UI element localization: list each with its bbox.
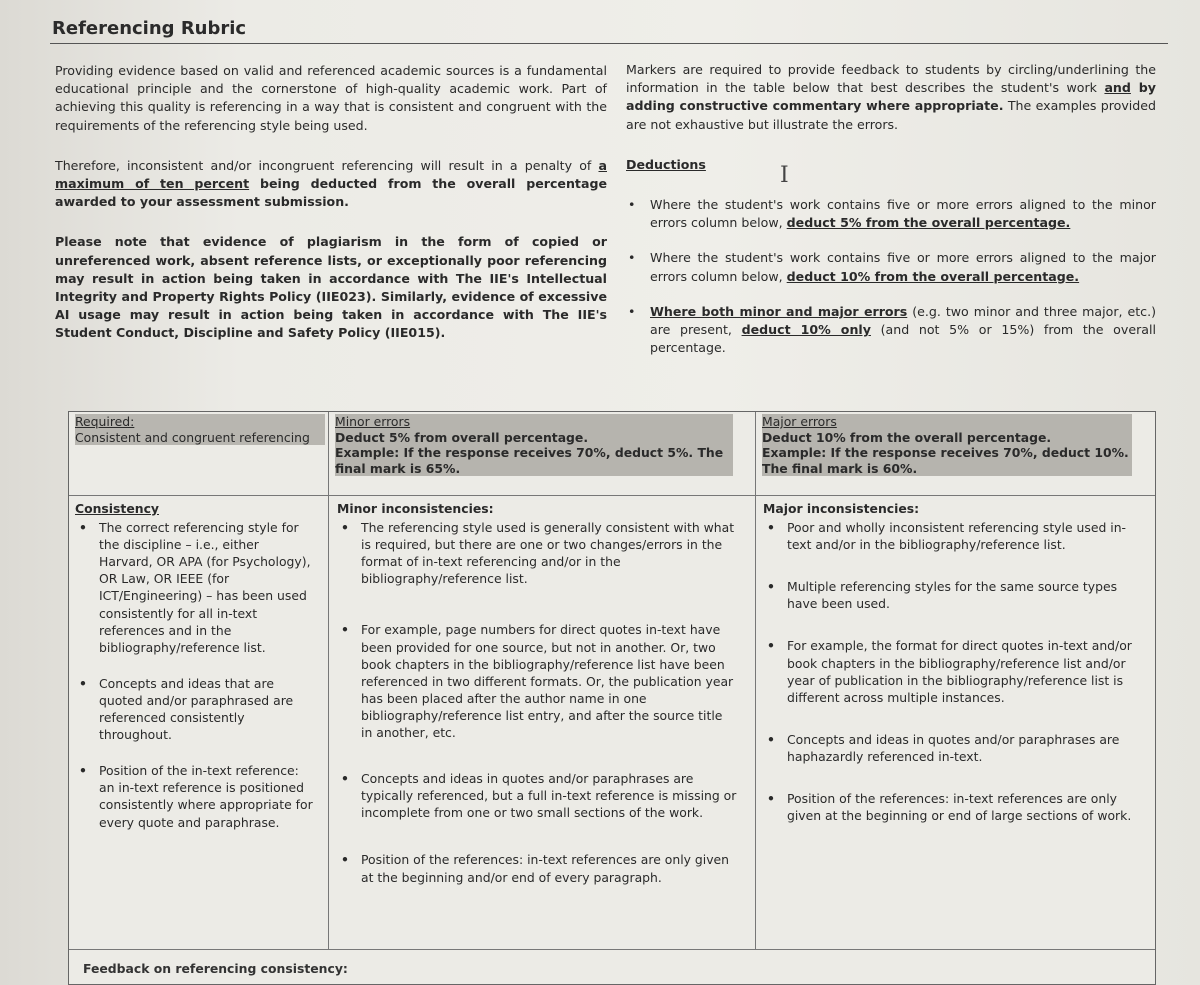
list-item: • For example, page numbers for direct quotes in-text have been provided for one source, but not in another. Or, two book chapters in the bibliography/reference list have been referenced in two different formats. Or, the publication year has been placed after the author name in one bibliography/reference list entry, and after the source title in another, etc. — [337, 621, 737, 741]
required-cell — [75, 500, 315, 850]
list-item: • Poor and wholly inconsistent referencing style used in-text and/or in the bibliography/reference list. — [763, 519, 1145, 553]
minor-list — [337, 519, 737, 886]
deductions-list — [626, 196, 1156, 357]
list-item: • The correct referencing style for the discipline – i.e., either Harvard, OR APA (for Psychology), OR Law, OR IEEE (for ICT/Engineering) – has been used consistently for all in-text references and in the bibliography/reference list. — [75, 519, 315, 656]
deduction-item — [626, 249, 1156, 285]
feedback-label: Feedback on referencing consistency: — [83, 961, 348, 976]
deductions-heading: Deductions — [626, 156, 706, 172]
markers-and: and — [1104, 80, 1131, 96]
minor-header-deduction: Deduct 5% from overall percentage. — [335, 429, 589, 445]
intro-paragraph-2 — [55, 157, 607, 212]
intro-paragraph-1: Providing evidence based on valid and referenced academic sources is a fundamental educational principle and the cornerstone of high-quality academic work. Part of achieving this quality is referencing in a way that is consistent and congruent with the requirements of the referencing style being used. — [55, 63, 607, 133]
column-divider — [328, 412, 329, 950]
deduction-text: Where the student's work contains five or more errors aligned to the minor errors column below, — [650, 197, 1156, 231]
major-header-title: Major errors — [762, 414, 837, 429]
deduction-item — [626, 303, 1156, 358]
major-list — [763, 519, 1145, 824]
list-item: • Position of the in-text reference: an in-text reference is positioned consistently where appropriate for every quote and paraphrase. — [75, 762, 315, 830]
deduction-amount: deduct 10% only — [741, 322, 871, 338]
list-item: • Concepts and ideas in quotes and/or paraphrases are haphazardly referenced in-text. — [763, 731, 1145, 765]
list-item: • Concepts and ideas in quotes and/or paraphrases are typically referenced, but a full in-text reference is missing or incomplete from one or two small sections of the work. — [337, 770, 737, 821]
list-item: • For example, the format for direct quotes in-text and/or book chapters in the bibliography/reference list and/or year of publication in the bibliography/reference list is different across multiple instances. — [763, 637, 1145, 705]
page-title: Referencing Rubric — [52, 18, 247, 39]
list-item: • Position of the references: in-text references are only given at the beginning or end of large sections of work. — [763, 790, 1145, 824]
major-cell-heading: Major inconsistencies: — [763, 501, 920, 516]
intro-column — [55, 62, 607, 365]
header-divider — [69, 495, 1155, 496]
required-cell-heading: Consistency — [75, 501, 159, 516]
plagiarism-notice: Please note that evidence of plagiarism in the form of copied or unreferenced work, absent reference lists, or exceptionally poor referencing may result in action being taken in accordance with The IIE's Intellectual Integrity and Property Rights Policy (IIE023). Similarly, evidence of excessive AI usage may result in action being taken in accordance with The IIE's Student Conduct, Discipline and Safety Policy (IIE015). — [55, 234, 607, 341]
intro-p2-rest: being deducted from the overall percentage awarded to your assessment submission. — [55, 176, 608, 210]
deduction-text: (and not 5% or 15%) from the overall percentage. — [650, 322, 1156, 356]
minor-errors-cell — [337, 500, 737, 886]
penalty-emphasis: a maximum of ten percent — [55, 157, 607, 192]
required-header-title: Required: — [75, 414, 135, 429]
markers-column — [626, 61, 1156, 374]
intro-p2-text: Therefore, inconsistent and/or incongruent referencing will result in a penalty of — [55, 157, 599, 173]
rubric-table — [68, 411, 1156, 985]
required-list — [75, 519, 315, 831]
text-cursor-icon: I — [780, 163, 789, 188]
column-divider — [755, 412, 756, 950]
markers-paragraph — [626, 61, 1156, 134]
markers-text: Markers are required to provide feedback to students by circling/underlining the information in the table below that best describes the student's work — [626, 62, 1156, 96]
deduction-amount: deduct 5% from the overall percentage. — [786, 215, 1071, 231]
major-errors-header — [762, 414, 1132, 476]
required-header — [75, 414, 325, 445]
required-header-subtitle: Consistent and congruent referencing — [75, 429, 310, 445]
deduction-text: (e.g. two minor and three major, etc.) are present, — [650, 303, 1156, 338]
markers-text-b: by adding constructive commentary where appropriate. — [626, 80, 1156, 114]
minor-cell-heading: Minor inconsistencies: — [337, 501, 494, 516]
deduction-item — [626, 196, 1156, 232]
list-item: • Multiple referencing styles for the same source types have been used. — [763, 578, 1145, 612]
major-header-deduction: Deduct 10% from the overall percentage. — [762, 429, 1052, 445]
title-divider — [50, 43, 1168, 44]
minor-header-example: Example: If the response receives 70%, deduct 5%. The final mark is 65%. — [335, 445, 724, 476]
list-item: • Concepts and ideas that are quoted and/or paraphrased are referenced consistently throughout. — [75, 675, 315, 743]
feedback-divider — [69, 949, 1155, 950]
deduction-text: Where the student's work contains five or more errors aligned to the major errors column below, — [650, 250, 1156, 284]
major-header-example: Example: If the response receives 70%, deduct 10%. The final mark is 60%. — [762, 445, 1129, 476]
deduction-condition: Where both minor and major errors — [650, 303, 908, 319]
minor-errors-header — [335, 414, 733, 476]
markers-text-c: The examples provided are not exhaustive but illustrate the errors. — [626, 98, 1157, 132]
list-item: • Position of the references: in-text references are only given at the beginning and/or end of every paragraph. — [337, 851, 737, 885]
deduction-amount: deduct 10% from the overall percentage. — [786, 268, 1080, 284]
major-errors-cell — [763, 500, 1145, 824]
list-item: • The referencing style used is generally consistent with what is required, but there are one or two changes/errors in the format of in-text referencing and/or in the bibliography/reference list. — [337, 519, 737, 587]
minor-header-title: Minor errors — [335, 414, 411, 429]
